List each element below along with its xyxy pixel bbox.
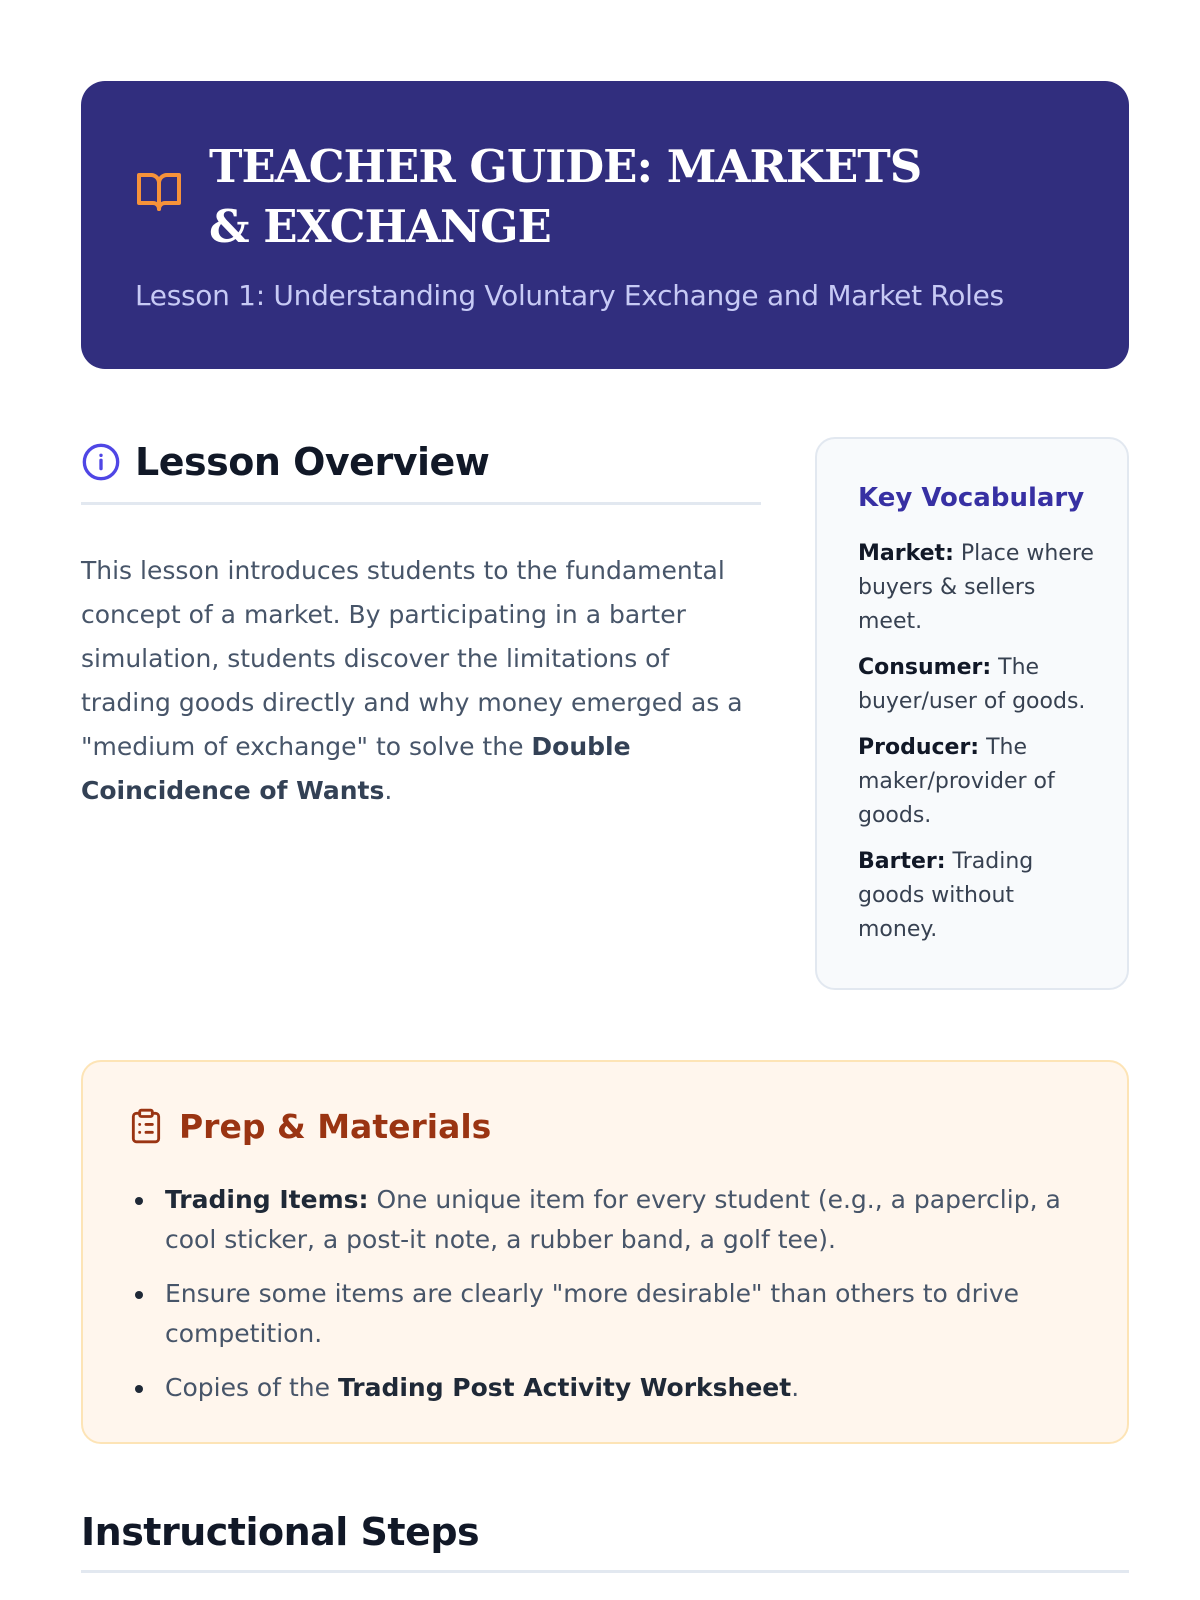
vocab-item <box>858 731 1095 833</box>
list-item-bold: Trading Post Activity Worksheet <box>337 1373 792 1402</box>
overview-text-part: This lesson introduces students to the fundamental concept of a market. By participating in a barter simulation, students discover the limitations of trading goods directly and why money emerged as a "medium of exchange" to solve the <box>81 556 743 761</box>
lesson-overview-header <box>81 440 761 505</box>
key-vocabulary-card <box>815 437 1129 990</box>
list-item <box>165 1368 1065 1408</box>
vocab-term: Barter: <box>858 849 946 874</box>
list-item-bold: Trading Items: <box>165 1185 369 1214</box>
header-banner <box>81 81 1129 369</box>
header-title-row <box>135 137 1075 257</box>
list-item-text: Copies of the <box>165 1373 338 1402</box>
instructional-steps-title: Instructional Steps <box>81 1510 480 1554</box>
list-item-text: One unique item for every student (e.g., a paperclip, a cool sticker, a post-it note, a rubber band, a golf tee). <box>165 1185 1061 1254</box>
prep-materials-list <box>127 1180 1083 1408</box>
list-item <box>165 1180 1065 1260</box>
page-subtitle: Lesson 1: Understanding Voluntary Exchange and Market Roles <box>135 279 1004 312</box>
vocab-term: Consumer: <box>858 655 992 680</box>
vocab-definition: Trading goods without money. <box>858 849 1034 942</box>
page-title: TEACHER GUIDE: MARKETS & EXCHANGE <box>209 140 922 253</box>
overview-text-bold: Double Coincidence of Wants <box>81 732 631 805</box>
list-item <box>165 1274 1065 1354</box>
prep-materials-header <box>127 1106 1083 1146</box>
list-item-text: . <box>791 1373 800 1402</box>
info-circle-icon <box>81 442 121 482</box>
lesson-overview-text <box>81 549 751 813</box>
prep-materials-title: Prep & Materials <box>179 1106 492 1146</box>
vocab-term: Producer: <box>858 735 980 760</box>
vocab-definition: The buyer/user of goods. <box>858 655 1086 714</box>
book-open-icon <box>135 167 183 215</box>
key-vocabulary-title: Key Vocabulary <box>858 483 1085 513</box>
vocab-item <box>858 651 1095 719</box>
list-item-text: Ensure some items are clearly "more desirable" than others to drive competition. <box>165 1279 1020 1348</box>
overview-text-end: . <box>384 776 393 805</box>
vocab-term: Market: <box>858 541 954 566</box>
instructional-steps-section <box>81 1510 1129 1573</box>
vocab-item <box>858 845 1095 947</box>
prep-materials-card <box>81 1060 1129 1444</box>
lesson-overview-title: Lesson Overview <box>135 440 490 484</box>
vocab-item <box>858 537 1095 639</box>
clipboard-list-icon <box>127 1106 165 1146</box>
vocab-definition: Place where buyers & sellers meet. <box>858 541 1094 634</box>
lesson-overview-section <box>81 440 761 813</box>
vocab-definition: The maker/provider of goods. <box>858 735 1055 828</box>
